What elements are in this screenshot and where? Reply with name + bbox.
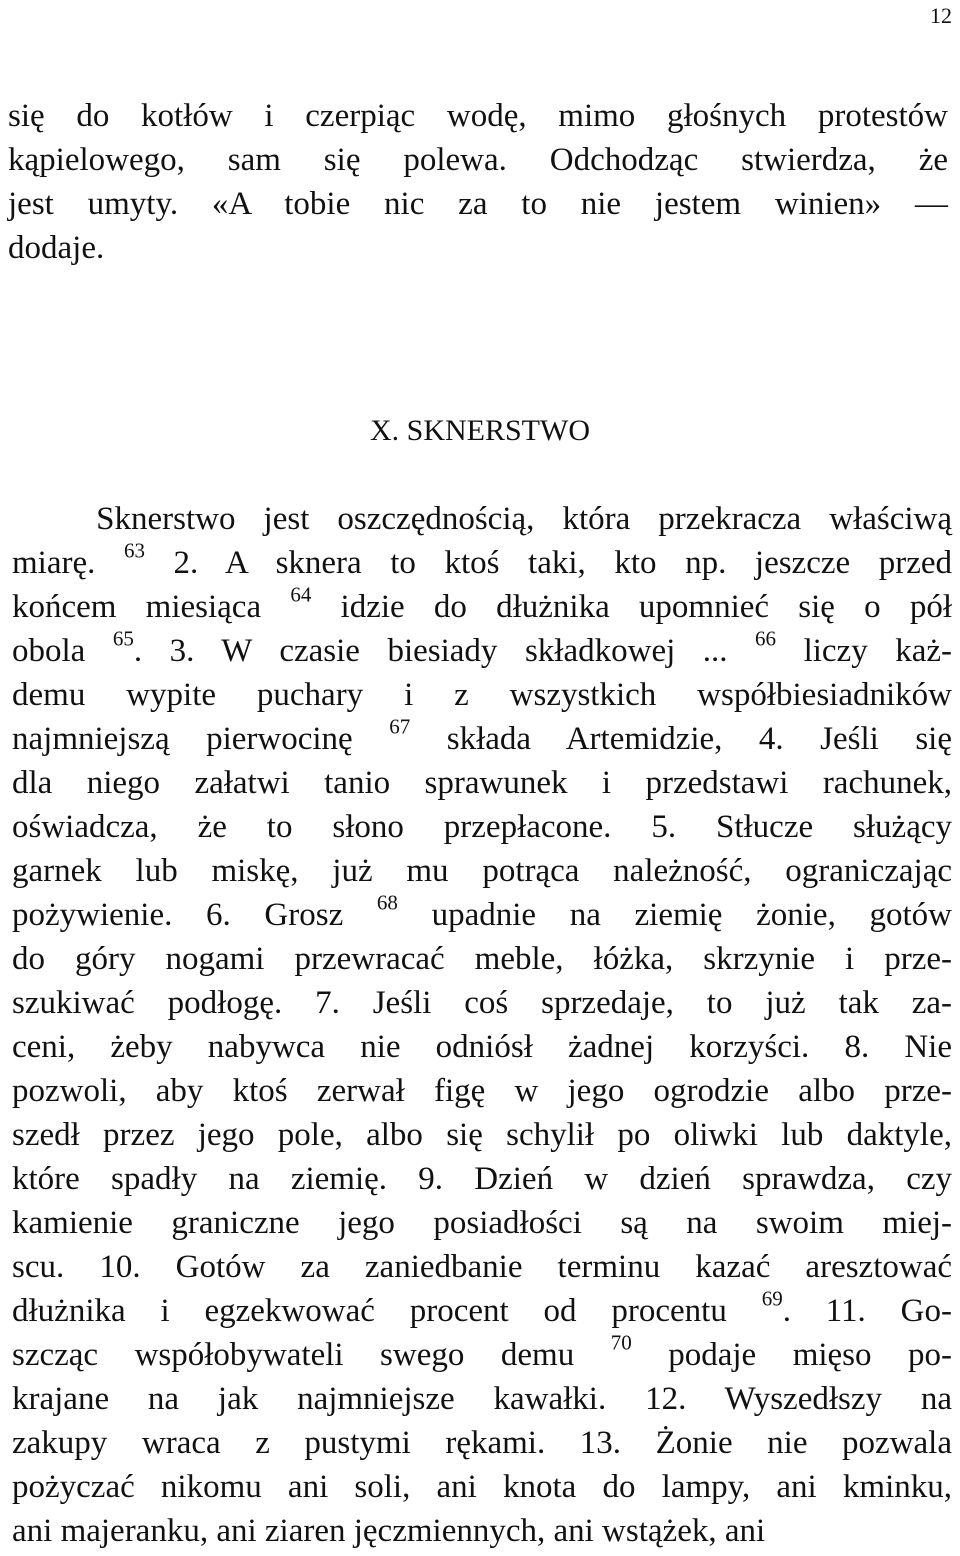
text-run: miarę.: [12, 545, 124, 581]
text-run: pożywienie. 6. Grosz: [12, 897, 377, 933]
footnote-ref: 66: [755, 626, 777, 651]
text-run: szukiwać podłogę. 7. Jeśli coś sprzedaje, to już tak za-: [12, 985, 952, 1021]
text-line: [12, 1025, 952, 1069]
text-run: szedł przez jego pole, albo się schylił po oliwki lub daktyle,: [12, 1117, 952, 1153]
footnote-ref: 64: [290, 582, 312, 607]
text-run: zakupy wraca z pustymi rękami. 13. Żonie nie pozwala: [12, 1425, 952, 1461]
text-run: ceni, żeby nabywca nie odniósł żadnej korzyści. 8. Nie: [12, 1029, 952, 1065]
text-line: [12, 981, 952, 1025]
text-line: [12, 1465, 952, 1509]
text-run: garnek lub miskę, już mu potrąca należność, ograniczając: [12, 853, 952, 889]
chapter-heading: X. SKNERSTWO: [369, 414, 590, 447]
text-line: się do kotłów i czerpiąc wodę, mimo głośnych protestów: [8, 98, 948, 134]
page-number: 12: [930, 3, 952, 28]
text-run: kamienie graniczne jego posiadłości są na swoim miej-: [12, 1205, 952, 1241]
text-line: [12, 538, 952, 585]
text-line: [12, 714, 952, 761]
text-line: [12, 1377, 952, 1421]
text-run: dłużnika i egzekwować procent od procentu: [12, 1293, 762, 1329]
text-line: [12, 1286, 952, 1333]
footnote-ref: 63: [123, 538, 145, 563]
footnote-ref: 68: [376, 890, 398, 915]
text-line: dodaje.: [8, 230, 105, 266]
text-run: krajane na jak najmniejsze kawałki. 12. Wyszedłszy na: [12, 1381, 952, 1417]
text-run: oświadcza, że to słono przepłacone. 5. Stłucze służący: [12, 809, 952, 845]
text-line: [12, 626, 952, 673]
text-line: [12, 582, 953, 629]
text-line: [12, 497, 952, 541]
text-run: składa Artemidzie, 4. Jeśli się: [410, 721, 952, 757]
text-run: końcem miesiąca: [12, 589, 291, 625]
text-line: [12, 937, 952, 981]
text-run: scu. 10. Gotów za zaniedbanie terminu kazać aresztować: [12, 1249, 952, 1285]
text-run: dla niego załatwi tanio sprawunek i przedstawi rachunek,: [12, 765, 952, 801]
footnote-ref: 69: [761, 1286, 783, 1311]
footnote-ref: 70: [610, 1330, 632, 1355]
text-run: upadnie na ziemię żonie, gotów: [397, 897, 952, 933]
text-run: podaje mięso po-: [631, 1337, 953, 1373]
text-line: [12, 1113, 952, 1157]
footnote-ref: 67: [389, 714, 411, 739]
text-run: liczy każ-: [776, 633, 952, 669]
text-line: [12, 1069, 952, 1113]
text-line: jest umyty. «A tobie nic za to nie jestem winien» —: [8, 186, 948, 222]
text-line: [12, 890, 952, 937]
text-line: [12, 1201, 952, 1245]
text-line: [12, 1245, 952, 1289]
text-line: [12, 1421, 952, 1465]
text-run: . 11. Go-: [782, 1293, 952, 1329]
text-run: demu wypite puchary i z wszystkich współbiesiadników: [12, 677, 952, 713]
text-run: . 3. W czasie biesiady składkowej ...: [133, 633, 756, 669]
text-run: Sknerstwo jest oszczędnością, która przekracza właściwą: [12, 501, 952, 537]
text-line: [12, 673, 952, 717]
text-line: [12, 761, 952, 805]
text-line: [12, 1157, 952, 1201]
text-line: kąpielowego, sam się polewa. Odchodząc stwierdza, że: [8, 142, 948, 178]
text-run: obola: [12, 633, 113, 669]
text-line: [12, 1509, 952, 1553]
text-line: [12, 1330, 953, 1377]
text-run: szcząc współobywateli swego demu: [12, 1337, 611, 1373]
text-run: ani majeranku, ani ziaren jęczmiennych, ani wstążek, ani: [12, 1513, 766, 1549]
text-run: które spadły na ziemię. 9. Dzień w dzień sprawdza, czy: [12, 1161, 952, 1197]
text-line: [12, 849, 952, 893]
text-run: 2. A sknera to ktoś taki, kto np. jeszcze przed: [144, 545, 952, 581]
text-run: idzie do dłużnika upomnieć się o pół: [311, 589, 953, 625]
text-run: do góry nogami przewracać meble, łóżka, skrzynie i prze-: [12, 941, 952, 977]
footnote-ref: 65: [112, 626, 134, 651]
text-run: pozwoli, aby ktoś zerwał figę w jego ogrodzie albo prze-: [12, 1073, 952, 1109]
text-run: najmniejszą pierwocinę: [12, 721, 390, 757]
text-run: pożyczać nikomu ani soli, ani knota do lampy, ani kminku,: [12, 1469, 952, 1505]
text-line: [12, 805, 952, 849]
